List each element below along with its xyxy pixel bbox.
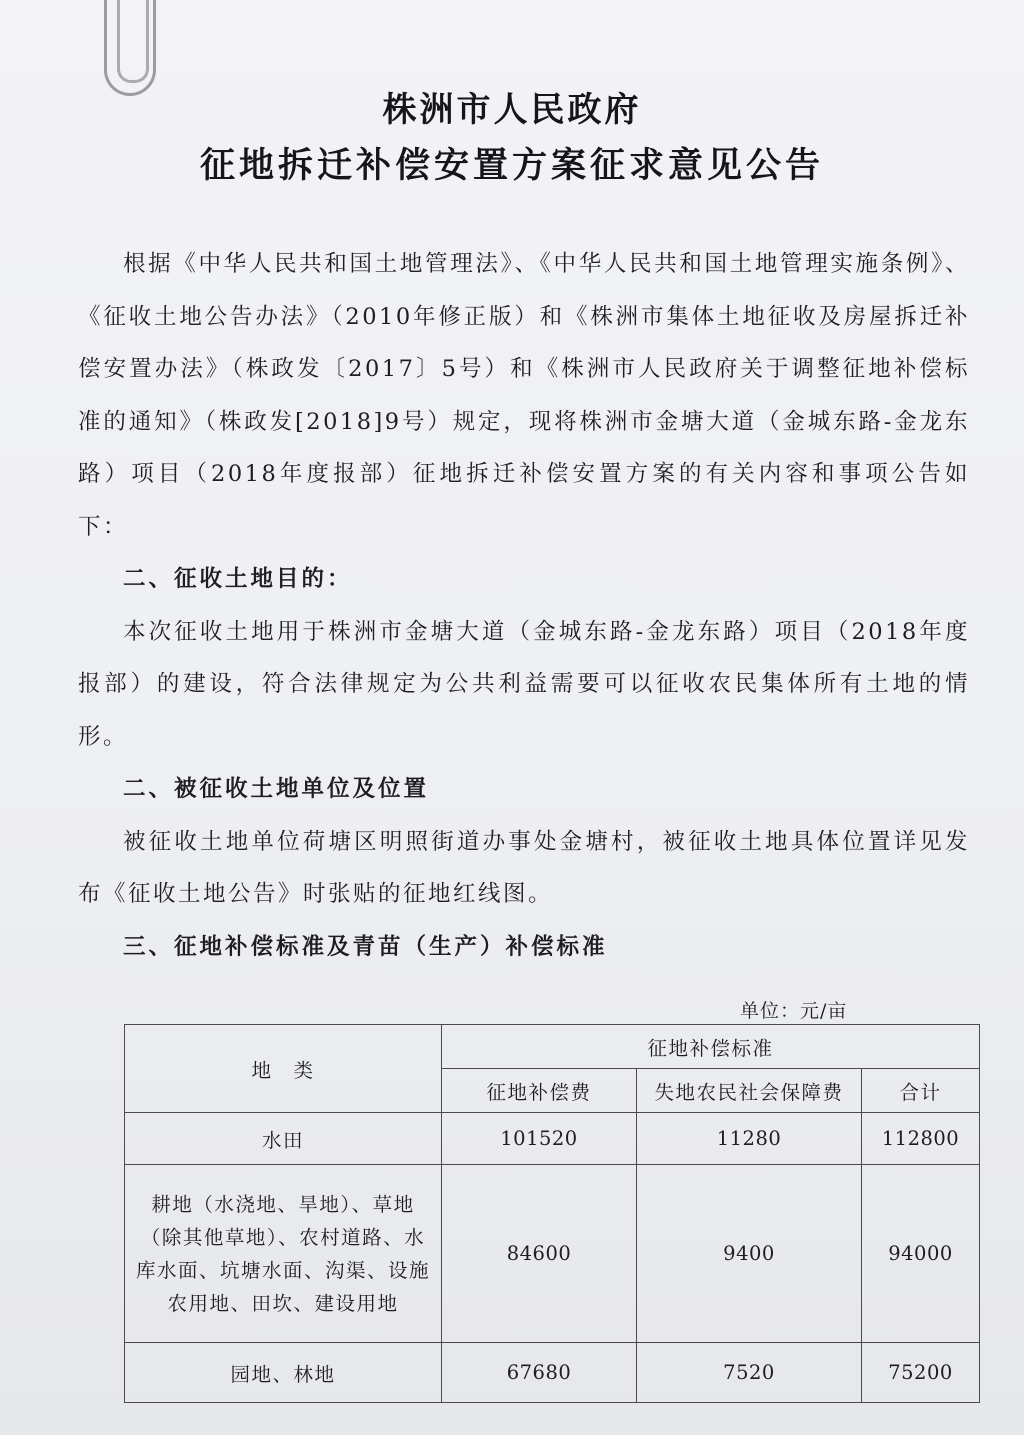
cell-land-type: 耕地（水浇地、旱地）、草地（除其他草地）、农村道路、水库水面、坑塘水面、沟渠、设施农用地、田坎、建设用地 bbox=[125, 1165, 442, 1343]
intro-paragraph: 根据《中华人民共和国土地管理法》、《中华人民共和国土地管理实施条例》、《征收土地公告办法》（2010年修正版）和《株洲市集体土地征收及房屋拆迁补偿安置办法》（株政发〔2017〕5号）和《株洲市人民政府关于调整征地补偿标准的通知》（株政发[2018]9号）规定，现将株洲市金塘大道（金城东路-金龙东路）项目（2018年度报部）征地拆迁补偿安置方案的有关内容和事项公告如下： bbox=[78, 251, 970, 540]
header-compensation-standard: 征地补偿标准 bbox=[442, 1025, 980, 1069]
cell-compensation: 84600 bbox=[442, 1165, 637, 1343]
cell-compensation: 101520 bbox=[442, 1113, 637, 1165]
header-compensation-fee: 征地补偿费 bbox=[442, 1069, 637, 1113]
table-header-row bbox=[125, 1025, 980, 1069]
cell-total: 94000 bbox=[862, 1165, 980, 1343]
section-text-purpose: 本次征收土地用于株洲市金塘大道（金城东路-金龙东路）项目（2018年度报部）的建设，符合法律规定为公共利益需要可以征收农民集体所有土地的情形。 bbox=[78, 618, 970, 750]
doc-body bbox=[78, 238, 970, 973]
cell-land-type: 水田 bbox=[125, 1113, 442, 1165]
cell-total: 75200 bbox=[862, 1343, 980, 1403]
cell-social-security: 7520 bbox=[637, 1343, 862, 1403]
table-row bbox=[125, 1165, 980, 1343]
header-land-type: 地 类 bbox=[125, 1025, 442, 1113]
compensation-table bbox=[124, 1024, 980, 1403]
cell-social-security: 9400 bbox=[637, 1165, 862, 1343]
unit-label: 单位：元/亩 bbox=[740, 1000, 848, 1022]
table-row bbox=[125, 1113, 980, 1165]
section-heading-purpose: 二、征收土地目的： bbox=[123, 566, 353, 592]
doc-title-line2: 征地拆迁补偿安置方案征求意见公告 bbox=[199, 146, 824, 186]
cell-land-type: 园地、林地 bbox=[125, 1343, 442, 1403]
header-social-security: 失地农民社会保障费 bbox=[637, 1069, 862, 1113]
doc-title-line1: 株洲市人民政府 bbox=[382, 90, 642, 130]
header-total: 合计 bbox=[862, 1069, 980, 1113]
section-heading-standard: 三、征地补偿标准及青苗（生产）补偿标准 bbox=[123, 933, 608, 960]
cell-total: 112800 bbox=[862, 1113, 980, 1165]
cell-social-security: 11280 bbox=[637, 1113, 862, 1165]
table-row bbox=[125, 1343, 980, 1403]
section-text-location: 被征收土地单位荷塘区明照街道办事处金塘村，被征收土地具体位置详见发布《征收土地公告》时张贴的征地红线图。 bbox=[78, 828, 970, 907]
section-heading-location: 二、被征收土地单位及位置 bbox=[123, 776, 430, 802]
cell-compensation: 67680 bbox=[442, 1343, 637, 1403]
